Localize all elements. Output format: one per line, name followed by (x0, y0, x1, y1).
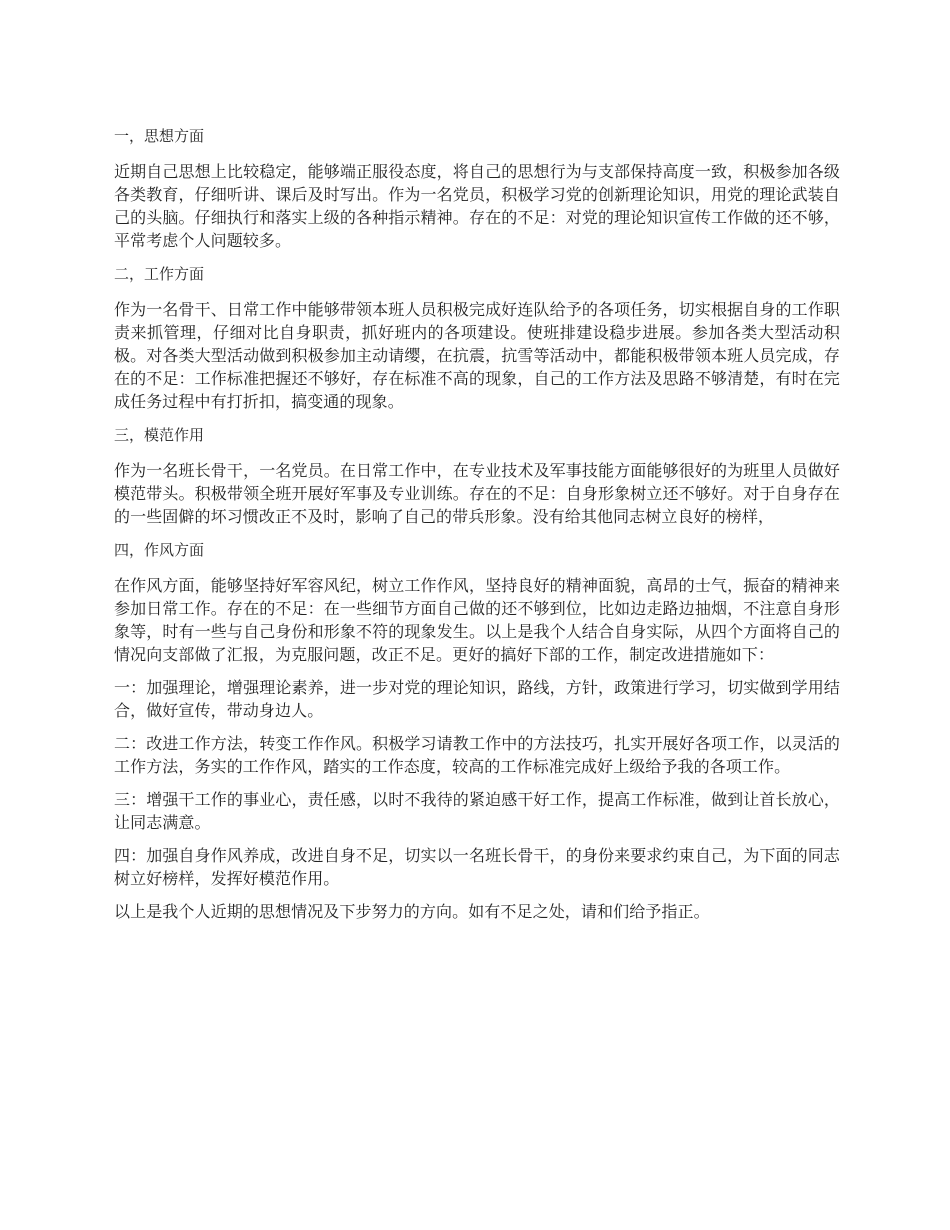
paragraph: 作为一名班长骨干，一名党员。在日常工作中，在专业技术及军事技能方面能够很好的为班里人员做好模范带头。积极带领全班开展好军事及专业训练。存在的不足：自身形象树立还不够好。对于自身存在的一些固僻的坏习惯改正不及时，影响了自己的带兵形象。没有给其他同志树立良好的榜样， (114, 461, 840, 526)
section-heading: 三，模范作用 (114, 426, 205, 444)
measure-item-3: 三：增强干工作的事业心，责任感，以时不我待的紧迫感干好工作，提高工作标准，做到让首长放心，让同志满意。 (114, 790, 840, 832)
measure-item-2: 二：改进工作方法，转变工作作风。积极学习请教工作中的方法技巧，扎实开展好各项工作，以灵活的工作方法，务实的工作作风，踏实的工作态度，较高的工作标准完成好上级给予我的各项工作。 (114, 734, 840, 776)
paragraph: 近期自己思想上比较稳定，能够端正服役态度，将自己的思想行为与支部保持高度一致，积极参加各级各类教育，仔细听讲、课后及时写出。作为一名党员，积极学习党的创新理论知识，用党的理论武装自己的头脑。仔细执行和落实上级的各种指示精神。存在的不足：对党的理论知识宣传工作做的还不够，平常考虑个人问题较多。 (114, 162, 840, 250)
section-heading: 二，工作方面 (114, 265, 205, 283)
section-heading: 四，作风方面 (114, 541, 205, 559)
paragraph: 作为一名骨干、日常工作中能够带领本班人员积极完成好连队给予的各项任务，切实根据自身的工作职责来抓管理，仔细对比自身职责，抓好班内的各项建设。使班排建设稳步进展。参加各类大型活动积极。对各类大型活动做到积极参加主动请缨，在抗震，抗雪等活动中，都能积极带领本班人员完成，存在的不足：工作标准把握还不够好，存在标准不高的现象，自己的工作方法及思路不够清楚，有时在完成任务过程中有打折扣，搞变通的现象。 (114, 300, 840, 411)
closing-paragraph: 以上是我个人近期的思想情况及下步努力的方向。如有不足之处，请和们给予指正。 (114, 902, 710, 921)
section-style (114, 538, 840, 923)
section-work (114, 262, 840, 413)
section-thought (114, 124, 840, 252)
section-role-model (114, 423, 840, 528)
section-heading: 一，思想方面 (114, 127, 205, 145)
measure-item-4: 四：加强自身作风养成，改进自身不足，切实以一名班长骨干，的身份来要求约束自己，为下面的同志树立好榜样，发挥好模范作用。 (114, 846, 840, 888)
measure-item-1: 一：加强理论，增强理论素养，进一步对党的理论知识，路线，方针，政策进行学习，切实做到学用结合，做好宣传，带动身边人。 (114, 678, 840, 720)
paragraph: 在作风方面，能够坚持好军容风纪，树立工作作风，坚持良好的精神面貌，高昂的士气，振奋的精神来参加日常工作。存在的不足：在一些细节方面自己做的还不够到位，比如边走路边抽烟，不注意自身形象等，时有一些与自己身份和形象不符的现象发生。以上是我个人结合自身实际，从四个方面将自己的情况向支部做了汇报，为克服问题，改正不足。更好的搞好下部的工作，制定改进措施如下： (114, 576, 840, 664)
document-body (114, 124, 840, 933)
